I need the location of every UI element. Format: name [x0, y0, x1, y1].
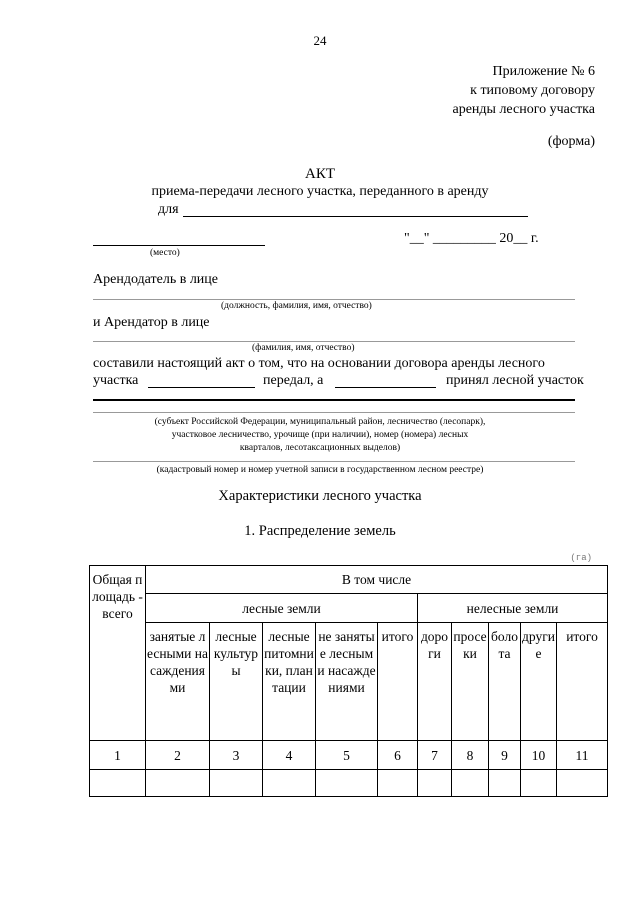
table-cell[interactable] [418, 770, 452, 797]
subject-caption-line-3: кварталов, лесотаксационных выделов) [239, 443, 401, 453]
table-cell[interactable] [316, 770, 378, 797]
table-cell[interactable] [378, 770, 418, 797]
cadastral-caption: (кадастровый номер и номер учетной записи в государственном лесном реестре) [156, 465, 484, 475]
header-including: В том числе [146, 566, 608, 594]
act-body-line-2-a: участка [93, 373, 139, 388]
unit-label: (га) [570, 553, 592, 563]
page-number: 24 [313, 33, 327, 48]
section-title: Характеристики лесного участка [218, 488, 422, 504]
table-cell[interactable] [452, 770, 489, 797]
table-cell[interactable] [210, 770, 263, 797]
column-number: 8 [452, 741, 489, 770]
place-field-line[interactable] [93, 245, 265, 246]
header-forest-cultures: лесные культуры [210, 623, 263, 741]
column-number: 10 [521, 741, 557, 770]
lessor-field-line[interactable] [93, 299, 575, 300]
header-unoccupied-stands: не занятые лесными насаждениями [316, 623, 378, 741]
header-nonforest-lands: нелесные земли [418, 594, 608, 623]
purpose-field-line[interactable] [183, 216, 528, 217]
column-number: 7 [418, 741, 452, 770]
act-title: АКТ [305, 166, 335, 182]
appendix-reference: к типовому договору [470, 83, 595, 98]
subject-caption-line-1: (субъект Российской Федерации, муниципальный район, лесничество (лесопарк), [154, 417, 486, 427]
subject-caption-line-2: участковое лесничество, урочище (при наличии), номер (номера) лесных [171, 430, 469, 440]
section-subtitle: 1. Распределение земель [244, 523, 396, 539]
header-forest-total: итого [378, 623, 418, 741]
column-number: 2 [146, 741, 210, 770]
lessee-label: и Арендатор в лице [93, 315, 210, 330]
column-number: 6 [378, 741, 418, 770]
lessee-caption: (фамилия, имя, отчество) [252, 343, 355, 353]
table-cell[interactable] [489, 770, 521, 797]
act-body-line-1: составили настоящий акт о том, что на основании договора аренды лесного [93, 356, 545, 371]
table-header-row-1 [90, 566, 608, 594]
appendix-contract-type: аренды лесного участка [452, 102, 595, 117]
header-clearings: просеки [452, 623, 489, 741]
lessor-caption: (должность, фамилия, имя, отчество) [221, 301, 372, 311]
table-cell[interactable] [146, 770, 210, 797]
column-number: 3 [210, 741, 263, 770]
contract-number-field-line[interactable] [148, 387, 255, 388]
header-other: другие [521, 623, 557, 741]
header-roads: дороги [418, 623, 452, 741]
land-distribution-table [89, 565, 608, 797]
appendix-title: Приложение № 6 [492, 64, 595, 79]
header-occupied-stands: занятые лесными насаждениями [146, 623, 210, 741]
header-total-area: Общая площадь - всего [90, 566, 146, 741]
table-header-row-2 [90, 594, 608, 623]
header-nonforest-total: итого [557, 623, 608, 741]
act-body-line-2-b: передал, а [263, 373, 324, 388]
cadastral-field-line[interactable] [93, 461, 575, 462]
lessor-label: Арендодатель в лице [93, 272, 219, 287]
lessee-name-field-line[interactable] [335, 387, 436, 388]
form-label: (форма) [547, 134, 595, 149]
table-cell[interactable] [90, 770, 146, 797]
lessee-field-line[interactable] [93, 341, 575, 342]
subject-field-line[interactable] [93, 399, 575, 401]
column-number: 1 [90, 741, 146, 770]
header-swamps: болота [489, 623, 521, 741]
header-nurseries-plantations: лесные питомники, плантации [263, 623, 316, 741]
act-body-line-2-c: принял лесной участок [446, 373, 584, 388]
table-cell[interactable] [557, 770, 608, 797]
table-cell[interactable] [263, 770, 316, 797]
for-label: для [158, 202, 179, 217]
date-field[interactable]: "__" _________ 20__ г. [404, 231, 539, 246]
table-data-row [90, 770, 608, 797]
header-forest-lands: лесные земли [146, 594, 418, 623]
table-number-row [90, 741, 608, 770]
table-header-row-3 [90, 623, 608, 741]
act-subtitle: приема-передачи лесного участка, переданного в аренду [151, 184, 489, 199]
subject-field-line-2[interactable] [93, 412, 575, 413]
place-caption: (место) [150, 248, 180, 258]
column-number: 4 [263, 741, 316, 770]
table-cell[interactable] [521, 770, 557, 797]
column-number: 5 [316, 741, 378, 770]
column-number: 11 [557, 741, 608, 770]
column-number: 9 [489, 741, 521, 770]
